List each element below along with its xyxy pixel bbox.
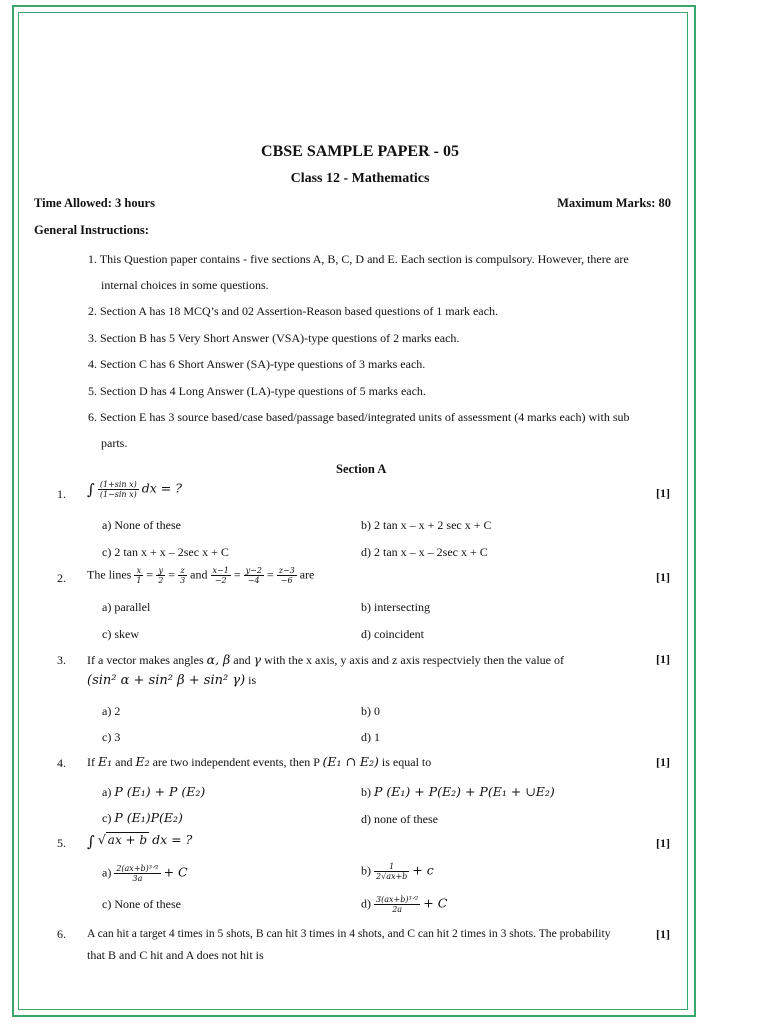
fraction-numerator: z−3 [278, 566, 295, 575]
fraction-denominator: 1 [136, 576, 142, 585]
math-expression: (E₁ ∩ E₂) [322, 754, 379, 769]
question-text: The lines $\frac{x}{1}$ = $\frac{y}{2}$ = $\frac{z}{3}$ and $\frac{x-1}{-2}$ = $\frac{y-2}{-4}$ = $\frac{z-3}{-6}$ are [87, 566, 315, 585]
page-border-inner [18, 12, 688, 1010]
fraction [244, 566, 264, 585]
math-expression: P (E₁) + P(E₂) + P(E₁ + ∪E₂) [374, 784, 555, 799]
question-text-part: If [87, 755, 95, 769]
math-expression: (sin² α + sin² β + sin² γ) [87, 673, 246, 688]
marks-badge: [1] [656, 486, 670, 500]
fraction [134, 566, 143, 585]
fraction-denominator: 3 [180, 576, 186, 585]
fraction-denominator: (1−sin x) [99, 490, 137, 499]
instruction-item: internal choices in some questions. [101, 278, 269, 292]
question-number: 1. [57, 487, 66, 501]
option-b: b) 0 [361, 704, 380, 718]
question-text-part: is [248, 673, 257, 687]
time-allowed: Time Allowed: 3 hours [34, 196, 155, 210]
question-number: 5. [57, 836, 66, 850]
math-expression: dx = ? [141, 480, 182, 496]
math-expression: dx = ? [152, 832, 193, 847]
fraction [211, 566, 231, 585]
option-a: a) parallel [102, 600, 151, 614]
conjunction: and [190, 567, 208, 582]
question-text-line2: that B and C hit and A does not hit is [87, 948, 264, 962]
fraction-denominator: 2 [158, 576, 164, 585]
question-number: 2. [57, 571, 66, 585]
fraction-denominator: 2a [392, 905, 403, 914]
fraction [374, 862, 409, 881]
maximum-marks: Maximum Marks: 80 [557, 196, 671, 210]
instruction-item: 5. Section D has 4 Long Answer (LA)-type questions of 5 marks each. [88, 384, 426, 398]
option-label: a) [102, 785, 112, 799]
sqrt-sign: √ [97, 832, 106, 847]
option-label: a) [102, 865, 112, 880]
math-expression: ax + b [107, 833, 148, 847]
question-text-part: are two independent events, then P [152, 755, 320, 769]
option-b: b) intersecting [361, 600, 430, 614]
option-a [102, 784, 205, 800]
question-text-line2 [87, 673, 256, 688]
math-expression: E₁ [98, 754, 113, 769]
option-a: a) 2 [102, 704, 121, 718]
math-expression: α, β [206, 652, 231, 667]
question-text [87, 754, 431, 770]
option-label: b) [361, 785, 371, 799]
option-b: b) 2 tan x – x + 2 sec x + C [361, 518, 492, 532]
paper-subtitle: Class 12 - Mathematics [290, 171, 430, 186]
fraction [98, 480, 139, 499]
math-expression: E₂ [135, 754, 150, 769]
fraction-denominator: −2 [214, 576, 227, 585]
math-expression: P (E₁)P(E₂) [114, 810, 183, 825]
fraction [156, 566, 165, 585]
fraction-numerator: 1 [374, 862, 409, 872]
fraction [114, 864, 160, 883]
option-label: c) [102, 811, 112, 825]
question-text [87, 832, 192, 850]
instruction-item: 4. Section C has 6 Short Answer (SA)-type questions of 3 marks each. [88, 357, 426, 371]
question-text: A can hit a target 4 times in 5 shots, B can hit 3 times in 4 shots, and C can hit 2 times in 3 shots. The probability [87, 927, 611, 940]
question-prefix: The lines [87, 567, 132, 582]
option-d: d) 1 [361, 730, 380, 744]
fraction-numerator: 3(ax+b)³ᐟ² [376, 895, 419, 904]
marks-badge: [1] [656, 755, 670, 769]
option-b [361, 784, 555, 800]
option-b [361, 862, 434, 881]
section-heading: Section A [336, 462, 387, 476]
instruction-item: 6. Section E has 3 source based/case based/passage based/integrated units of assessment (4 marks each) with sub [88, 410, 630, 424]
question-number: 6. [57, 927, 66, 941]
fraction-numerator: y [156, 566, 165, 576]
fraction-numerator: 2(ax+b)³ᐟ² [116, 864, 159, 873]
question-text-part: with the x axis, y axis and z axis respectviely then the value of [264, 653, 564, 667]
paper-title: CBSE SAMPLE PAPER - 05 [261, 143, 459, 160]
question-text [87, 652, 564, 668]
question-text-part: is equal to [381, 755, 432, 769]
instruction-item: 3. Section B has 5 Very Short Answer (VSA)-type questions of 2 marks each. [88, 331, 460, 345]
option-d: d) none of these [361, 812, 438, 826]
question-suffix: are [299, 567, 315, 582]
fraction-numerator: x [134, 566, 143, 576]
fraction-numerator: z [178, 566, 187, 576]
option-a: a) None of these [102, 518, 181, 532]
option-c [102, 810, 183, 826]
fraction [277, 566, 297, 585]
option-c: c) 2 tan x + x – 2sec x + C [102, 545, 229, 559]
option-d: d) coincident [361, 627, 424, 641]
fraction-denominator: −4 [247, 576, 260, 585]
option-d [361, 895, 447, 914]
question-number: 4. [57, 756, 66, 770]
option-label: b) [361, 863, 371, 878]
math-expression: + C [163, 864, 188, 880]
question-text [87, 480, 182, 499]
general-instructions-heading: General Instructions: [34, 223, 149, 237]
fraction-numerator: y−2 [245, 566, 262, 575]
marks-badge: [1] [656, 570, 670, 584]
math-expression: + C [423, 895, 448, 911]
option-c: c) skew [102, 627, 139, 641]
marks-badge: [1] [656, 836, 670, 850]
instruction-item: 1. This Question paper contains - five sections A, B, C, D and E. Each section is compulsory. However, there are [88, 252, 629, 266]
fraction-denominator: 2√ax+b [376, 872, 408, 881]
math-expression: + c [412, 862, 434, 878]
fraction-denominator: 3a [132, 874, 143, 883]
marks-badge: [1] [656, 927, 670, 941]
option-a [102, 864, 188, 883]
question-text-part: If a vector makes angles [87, 653, 204, 667]
fraction-numerator: (1+sin x) [99, 480, 137, 489]
fraction-denominator: −6 [280, 576, 293, 585]
option-c: c) None of these [102, 897, 181, 911]
instruction-item: parts. [101, 436, 128, 450]
question-text-part: and [115, 755, 133, 769]
fraction [178, 566, 187, 585]
option-label: d) [361, 896, 371, 911]
integral-symbol: ∫ [87, 480, 95, 499]
instruction-item: 2. Section A has 18 MCQ’s and 02 Assertion-Reason based questions of 1 mark each. [88, 304, 498, 318]
option-c: c) 3 [102, 730, 121, 744]
fraction [374, 895, 420, 914]
question-number: 3. [57, 653, 66, 667]
math-expression: P (E₁) + P (E₂) [114, 784, 206, 799]
fraction-numerator: x−1 [212, 566, 229, 575]
question-text-part: and [233, 653, 251, 667]
marks-badge: [1] [656, 652, 670, 666]
math-expression: γ [253, 652, 262, 667]
option-d: d) 2 tan x – x – 2sec x + C [361, 545, 488, 559]
integral-symbol: ∫ [87, 832, 95, 851]
